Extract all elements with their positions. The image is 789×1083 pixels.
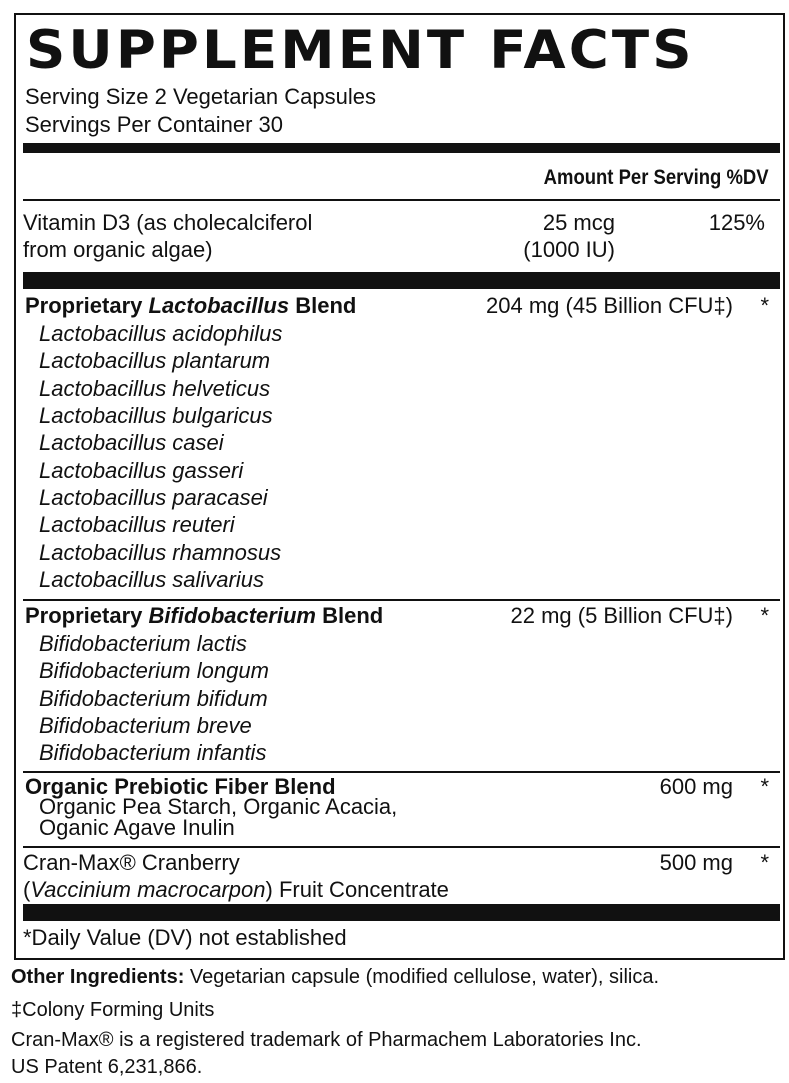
vitamin-d3-amount: 25 mcg: [542, 210, 615, 235]
prebiotic-blend-dv: *: [760, 774, 769, 799]
divider: [23, 599, 780, 601]
thick-divider: [23, 904, 780, 921]
prebiotic-blend-amount: 600 mg: [659, 774, 733, 799]
vitamin-d3-name-line1: Vitamin D3 (as cholecalciferol: [23, 210, 313, 235]
trademark-note: Cran-Max® is a registered trademark of Pharmachem Laboratories Inc.: [11, 1029, 642, 1051]
lactobacillus-strain: Lactobacillus helveticus: [39, 376, 271, 401]
thick-divider: [23, 143, 780, 153]
cranberry-amount: 500 mg: [659, 850, 733, 875]
prebiotic-blend-label: Organic Prebiotic Fiber Blend: [25, 774, 336, 799]
bifidobacterium-strain: Bifidobacterium bifidum: [39, 686, 268, 711]
lactobacillus-strain: Lactobacillus reuteri: [39, 512, 235, 537]
patent-note: US Patent 6,231,866.: [11, 1056, 203, 1078]
lactobacillus-strain: Lactobacillus bulgaricus: [39, 403, 273, 428]
prebiotic-ingredients-line1: Organic Pea Starch, Organic Acacia,: [39, 794, 398, 819]
cfu-footnote: ‡Colony Forming Units: [11, 999, 215, 1021]
vitamin-d3-amount-iu: (1000 IU): [523, 237, 615, 262]
supplement-facts-panel: [14, 13, 785, 960]
lactobacillus-strain: Lactobacillus paracasei: [39, 485, 268, 510]
prebiotic-ingredients-line2: Oganic Agave Inulin: [39, 815, 235, 840]
bifidobacterium-strain: Bifidobacterium longum: [39, 658, 269, 683]
bifidobacterium-blend-label: Proprietary Bifidobacterium Blend: [25, 603, 384, 628]
lactobacillus-blend-label: Proprietary Lactobacillus Blend: [25, 293, 357, 318]
divider: [23, 771, 780, 773]
dv-footnote: *Daily Value (DV) not established: [23, 925, 347, 950]
lactobacillus-strain: Lactobacillus rhamnosus: [39, 540, 282, 565]
bifidobacterium-strain: Bifidobacterium infantis: [39, 740, 267, 765]
bifidobacterium-blend-amount: 22 mg (5 Billion CFU‡): [510, 603, 733, 628]
cranberry-name-line1: Cran-Max® Cranberry: [23, 850, 240, 875]
divider: [23, 846, 780, 848]
column-header: Amount Per Serving %DV: [544, 166, 769, 189]
vitamin-d3-dv: 125%: [708, 210, 765, 235]
cranberry-name-line2: (Vaccinium macrocarpon) Fruit Concentrate: [23, 877, 449, 902]
bifidobacterium-blend-dv: *: [760, 603, 769, 628]
bifidobacterium-strain: Bifidobacterium breve: [39, 713, 252, 738]
lactobacillus-strain: Lactobacillus plantarum: [39, 348, 271, 373]
lactobacillus-strain: Lactobacillus salivarius: [39, 567, 264, 592]
lactobacillus-blend-amount: 204 mg (45 Billion CFU‡): [486, 293, 733, 318]
lactobacillus-blend-dv: *: [760, 293, 769, 318]
lactobacillus-strain: Lactobacillus acidophilus: [39, 321, 283, 346]
serving-size: Serving Size 2 Vegetarian Capsules: [25, 84, 376, 109]
thick-divider: [23, 272, 780, 289]
lactobacillus-strain: Lactobacillus casei: [39, 430, 224, 455]
servings-per-container: Servings Per Container 30: [25, 112, 284, 137]
panel-title: SUPPLEMENT FACTS: [26, 20, 695, 81]
divider: [23, 199, 780, 201]
bifidobacterium-strain: Bifidobacterium lactis: [39, 631, 247, 656]
vitamin-d3-name-line2: from organic algae): [23, 237, 213, 262]
lactobacillus-strain: Lactobacillus gasseri: [39, 458, 244, 483]
cranberry-dv: *: [760, 850, 769, 875]
other-ingredients: Other Ingredients: Vegetarian capsule (modified cellulose, water), silica.: [11, 966, 660, 988]
